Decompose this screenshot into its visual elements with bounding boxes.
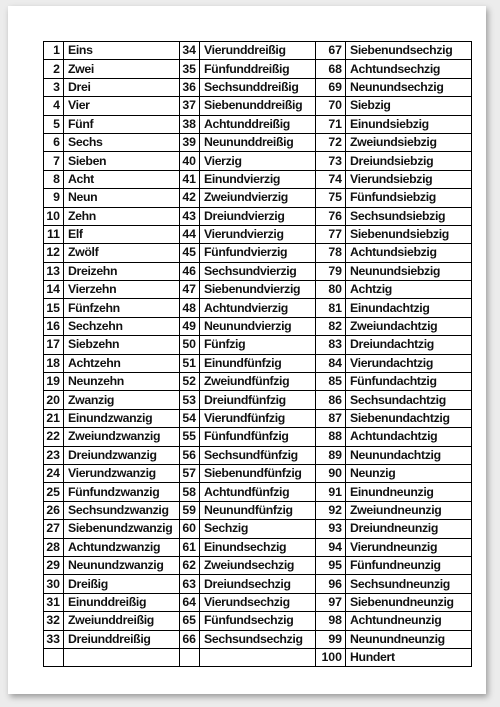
number-cell: 1 <box>44 42 64 60</box>
number-cell: 88 <box>316 428 346 446</box>
number-cell: 90 <box>316 464 346 482</box>
number-cell: 92 <box>316 501 346 519</box>
number-cell: 98 <box>316 612 346 630</box>
number-cell: 32 <box>44 612 64 630</box>
word-cell: Zwei <box>64 60 180 78</box>
number-cell: 4 <box>44 97 64 115</box>
word-cell: Sechzehn <box>64 317 180 335</box>
number-cell: 18 <box>44 354 64 372</box>
word-cell: Neun <box>64 189 180 207</box>
table-row <box>44 556 472 574</box>
word-cell: Achtundfünfzig <box>200 483 316 501</box>
word-cell: Fünfzig <box>200 336 316 354</box>
number-cell: 60 <box>180 520 200 538</box>
table-row <box>44 373 472 391</box>
number-cell: 95 <box>316 556 346 574</box>
table-row <box>44 281 472 299</box>
number-cell: 80 <box>316 281 346 299</box>
word-cell: Siebenundzwanzig <box>64 520 180 538</box>
number-cell: 13 <box>44 262 64 280</box>
word-cell: Acht <box>64 170 180 188</box>
number-cell: 57 <box>180 464 200 482</box>
word-cell: Siebenunddreißig <box>200 97 316 115</box>
word-cell: Zweiundsiebzig <box>346 133 472 151</box>
word-cell: Zweiundneunzig <box>346 501 472 519</box>
number-cell: 2 <box>44 60 64 78</box>
word-cell: Dreiundsiebzig <box>346 152 472 170</box>
number-cell <box>180 648 200 666</box>
table-row <box>44 428 472 446</box>
number-cell: 61 <box>180 538 200 556</box>
number-cell: 24 <box>44 464 64 482</box>
document-page <box>8 6 486 694</box>
word-cell: Neunzehn <box>64 373 180 391</box>
number-cell: 100 <box>316 648 346 666</box>
number-cell: 78 <box>316 244 346 262</box>
number-cell: 63 <box>180 575 200 593</box>
word-cell: Zweiundvierzig <box>200 189 316 207</box>
word-cell: Elf <box>64 225 180 243</box>
number-cell: 85 <box>316 373 346 391</box>
word-cell: Achtundsechzig <box>346 60 472 78</box>
table-row <box>44 593 472 611</box>
word-cell: Sechsundsiebzig <box>346 207 472 225</box>
number-cell: 89 <box>316 446 346 464</box>
word-cell: Siebzehn <box>64 336 180 354</box>
table-row <box>44 78 472 96</box>
number-cell: 51 <box>180 354 200 372</box>
word-cell <box>64 648 180 666</box>
number-cell: 49 <box>180 317 200 335</box>
number-cell: 86 <box>316 391 346 409</box>
word-cell: Einundneunzig <box>346 483 472 501</box>
number-cell: 70 <box>316 97 346 115</box>
word-cell: Sechsundsechzig <box>200 630 316 648</box>
table-row <box>44 317 472 335</box>
word-cell: Hundert <box>346 648 472 666</box>
number-cell: 7 <box>44 152 64 170</box>
word-cell: Vierzig <box>200 152 316 170</box>
word-cell: Vier <box>64 97 180 115</box>
number-cell: 68 <box>316 60 346 78</box>
word-cell: Dreiunddreißig <box>64 630 180 648</box>
word-cell: Fünfundfünfzig <box>200 428 316 446</box>
number-cell: 31 <box>44 593 64 611</box>
word-cell: Achtzehn <box>64 354 180 372</box>
table-row <box>44 354 472 372</box>
number-cell: 77 <box>316 225 346 243</box>
word-cell: Sechsundzwanzig <box>64 501 180 519</box>
word-cell: Zwölf <box>64 244 180 262</box>
word-cell: Fünfundsechzig <box>200 612 316 630</box>
word-cell: Achtundvierzig <box>200 299 316 317</box>
table-row <box>44 60 472 78</box>
word-cell: Neununddreißig <box>200 133 316 151</box>
table-row <box>44 520 472 538</box>
number-cell: 11 <box>44 225 64 243</box>
number-cell: 59 <box>180 501 200 519</box>
number-cell: 50 <box>180 336 200 354</box>
word-cell: Vierundzwanzig <box>64 464 180 482</box>
number-cell: 47 <box>180 281 200 299</box>
table-row <box>44 612 472 630</box>
table-row <box>44 648 472 666</box>
table-row <box>44 189 472 207</box>
table-row <box>44 501 472 519</box>
word-cell: Fünfundzwanzig <box>64 483 180 501</box>
word-cell: Sechs <box>64 133 180 151</box>
word-cell: Dreiundneunzig <box>346 520 472 538</box>
number-cell: 73 <box>316 152 346 170</box>
word-cell: Neunundfünfzig <box>200 501 316 519</box>
number-cell: 54 <box>180 409 200 427</box>
number-cell: 83 <box>316 336 346 354</box>
number-cell: 23 <box>44 446 64 464</box>
word-cell: Zwanzig <box>64 391 180 409</box>
word-cell: Einundfünfzig <box>200 354 316 372</box>
number-cell: 65 <box>180 612 200 630</box>
number-cell: 46 <box>180 262 200 280</box>
number-cell: 42 <box>180 189 200 207</box>
number-cell: 84 <box>316 354 346 372</box>
number-cell: 71 <box>316 115 346 133</box>
number-cell: 16 <box>44 317 64 335</box>
number-cell: 37 <box>180 97 200 115</box>
word-cell: Vierundvierzig <box>200 225 316 243</box>
word-cell: Neunundachtzig <box>346 446 472 464</box>
word-cell: Achtundachtzig <box>346 428 472 446</box>
word-cell: Siebenundsiebzig <box>346 225 472 243</box>
table-row <box>44 170 472 188</box>
number-cell: 29 <box>44 556 64 574</box>
word-cell: Zweiunddreißig <box>64 612 180 630</box>
word-cell: Dreiundsechzig <box>200 575 316 593</box>
word-cell: Drei <box>64 78 180 96</box>
word-cell: Zweiundachtzig <box>346 317 472 335</box>
table-row <box>44 133 472 151</box>
word-cell: Fünf <box>64 115 180 133</box>
word-cell: Neunundvierzig <box>200 317 316 335</box>
table-row <box>44 446 472 464</box>
word-cell: Zweiundfünfzig <box>200 373 316 391</box>
number-cell: 17 <box>44 336 64 354</box>
word-cell: Einundsechzig <box>200 538 316 556</box>
table-row <box>44 575 472 593</box>
word-cell: Sechsunddreißig <box>200 78 316 96</box>
number-cell: 30 <box>44 575 64 593</box>
word-cell: Einundvierzig <box>200 170 316 188</box>
word-cell: Zehn <box>64 207 180 225</box>
word-cell: Fünfunddreißig <box>200 60 316 78</box>
number-cell: 36 <box>180 78 200 96</box>
number-cell: 74 <box>316 170 346 188</box>
table-row <box>44 262 472 280</box>
number-cell: 20 <box>44 391 64 409</box>
word-cell: Achtundzwanzig <box>64 538 180 556</box>
word-cell: Sechsundvierzig <box>200 262 316 280</box>
table-row <box>44 409 472 427</box>
word-cell: Vierzehn <box>64 281 180 299</box>
number-cell: 10 <box>44 207 64 225</box>
number-cell: 94 <box>316 538 346 556</box>
number-cell: 8 <box>44 170 64 188</box>
number-cell: 52 <box>180 373 200 391</box>
number-cell: 22 <box>44 428 64 446</box>
word-cell: Sieben <box>64 152 180 170</box>
number-cell: 26 <box>44 501 64 519</box>
word-cell: Sechsundachtzig <box>346 391 472 409</box>
word-cell: Dreiundfünfzig <box>200 391 316 409</box>
word-cell: Neunundsechzig <box>346 78 472 96</box>
table-row <box>44 225 472 243</box>
word-cell: Sechsundneunzig <box>346 575 472 593</box>
number-cell: 14 <box>44 281 64 299</box>
number-cell: 19 <box>44 373 64 391</box>
number-cell: 12 <box>44 244 64 262</box>
number-cell: 21 <box>44 409 64 427</box>
number-cell: 33 <box>44 630 64 648</box>
table-row <box>44 115 472 133</box>
number-cell: 58 <box>180 483 200 501</box>
number-cell: 93 <box>316 520 346 538</box>
number-cell: 34 <box>180 42 200 60</box>
word-cell: Vierundfünfzig <box>200 409 316 427</box>
table-row <box>44 244 472 262</box>
word-cell: Fünfundachtzig <box>346 373 472 391</box>
word-cell: Vierundsiebzig <box>346 170 472 188</box>
word-cell: Fünfzehn <box>64 299 180 317</box>
number-cell: 5 <box>44 115 64 133</box>
word-cell: Achtunddreißig <box>200 115 316 133</box>
table-row <box>44 630 472 648</box>
number-cell: 9 <box>44 189 64 207</box>
word-cell: Einundzwanzig <box>64 409 180 427</box>
word-cell: Neunundsiebzig <box>346 262 472 280</box>
number-cell: 56 <box>180 446 200 464</box>
word-cell: Einundachtzig <box>346 299 472 317</box>
word-cell: Dreiundachtzig <box>346 336 472 354</box>
word-cell: Dreißig <box>64 575 180 593</box>
word-cell: Sechsundfünfzig <box>200 446 316 464</box>
word-cell: Achtzig <box>346 281 472 299</box>
number-cell: 28 <box>44 538 64 556</box>
word-cell: Vierundneunzig <box>346 538 472 556</box>
word-cell: Achtundneunzig <box>346 612 472 630</box>
number-cell: 66 <box>180 630 200 648</box>
word-cell: Dreiundzwanzig <box>64 446 180 464</box>
number-cell: 38 <box>180 115 200 133</box>
word-cell: Achtundsiebzig <box>346 244 472 262</box>
number-cell: 39 <box>180 133 200 151</box>
word-cell: Siebenundachtzig <box>346 409 472 427</box>
number-cell <box>44 648 64 666</box>
word-cell: Neunundneunzig <box>346 630 472 648</box>
number-cell: 25 <box>44 483 64 501</box>
word-cell: Zweiundsechzig <box>200 556 316 574</box>
word-cell: Neunzig <box>346 464 472 482</box>
word-cell <box>200 648 316 666</box>
number-cell: 27 <box>44 520 64 538</box>
word-cell: Siebzig <box>346 97 472 115</box>
number-cell: 76 <box>316 207 346 225</box>
number-cell: 6 <box>44 133 64 151</box>
number-cell: 64 <box>180 593 200 611</box>
number-words-table <box>43 41 472 667</box>
number-cell: 55 <box>180 428 200 446</box>
word-cell: Vierunddreißig <box>200 42 316 60</box>
word-cell: Vierundachtzig <box>346 354 472 372</box>
number-cell: 81 <box>316 299 346 317</box>
number-cell: 69 <box>316 78 346 96</box>
number-cell: 91 <box>316 483 346 501</box>
table-row <box>44 483 472 501</box>
word-cell: Einundsiebzig <box>346 115 472 133</box>
number-cell: 35 <box>180 60 200 78</box>
number-cell: 97 <box>316 593 346 611</box>
table-row <box>44 207 472 225</box>
table-row <box>44 538 472 556</box>
word-cell: Siebenundsechzig <box>346 42 472 60</box>
number-cell: 44 <box>180 225 200 243</box>
number-cell: 43 <box>180 207 200 225</box>
table-row <box>44 42 472 60</box>
table-body <box>44 42 472 667</box>
word-cell: Dreizehn <box>64 262 180 280</box>
word-cell: Vierundsechzig <box>200 593 316 611</box>
table-row <box>44 391 472 409</box>
number-cell: 15 <box>44 299 64 317</box>
number-cell: 41 <box>180 170 200 188</box>
number-cell: 75 <box>316 189 346 207</box>
number-cell: 67 <box>316 42 346 60</box>
table-row <box>44 464 472 482</box>
number-cell: 45 <box>180 244 200 262</box>
word-cell: Fünfundsiebzig <box>346 189 472 207</box>
number-cell: 48 <box>180 299 200 317</box>
word-cell: Siebenundvierzig <box>200 281 316 299</box>
number-cell: 62 <box>180 556 200 574</box>
number-cell: 79 <box>316 262 346 280</box>
word-cell: Einunddreißig <box>64 593 180 611</box>
word-cell: Dreiundvierzig <box>200 207 316 225</box>
word-cell: Fünfundvierzig <box>200 244 316 262</box>
number-cell: 96 <box>316 575 346 593</box>
word-cell: Siebenundneunzig <box>346 593 472 611</box>
number-cell: 87 <box>316 409 346 427</box>
word-cell: Neunundzwanzig <box>64 556 180 574</box>
word-cell: Sechzig <box>200 520 316 538</box>
table-row <box>44 299 472 317</box>
table-row <box>44 97 472 115</box>
table-row <box>44 152 472 170</box>
word-cell: Fünfundneunzig <box>346 556 472 574</box>
word-cell: Eins <box>64 42 180 60</box>
word-cell: Zweiundzwanzig <box>64 428 180 446</box>
word-cell: Siebenundfünfzig <box>200 464 316 482</box>
number-cell: 82 <box>316 317 346 335</box>
number-cell: 53 <box>180 391 200 409</box>
number-cell: 3 <box>44 78 64 96</box>
number-cell: 40 <box>180 152 200 170</box>
number-cell: 72 <box>316 133 346 151</box>
table-row <box>44 336 472 354</box>
number-cell: 99 <box>316 630 346 648</box>
